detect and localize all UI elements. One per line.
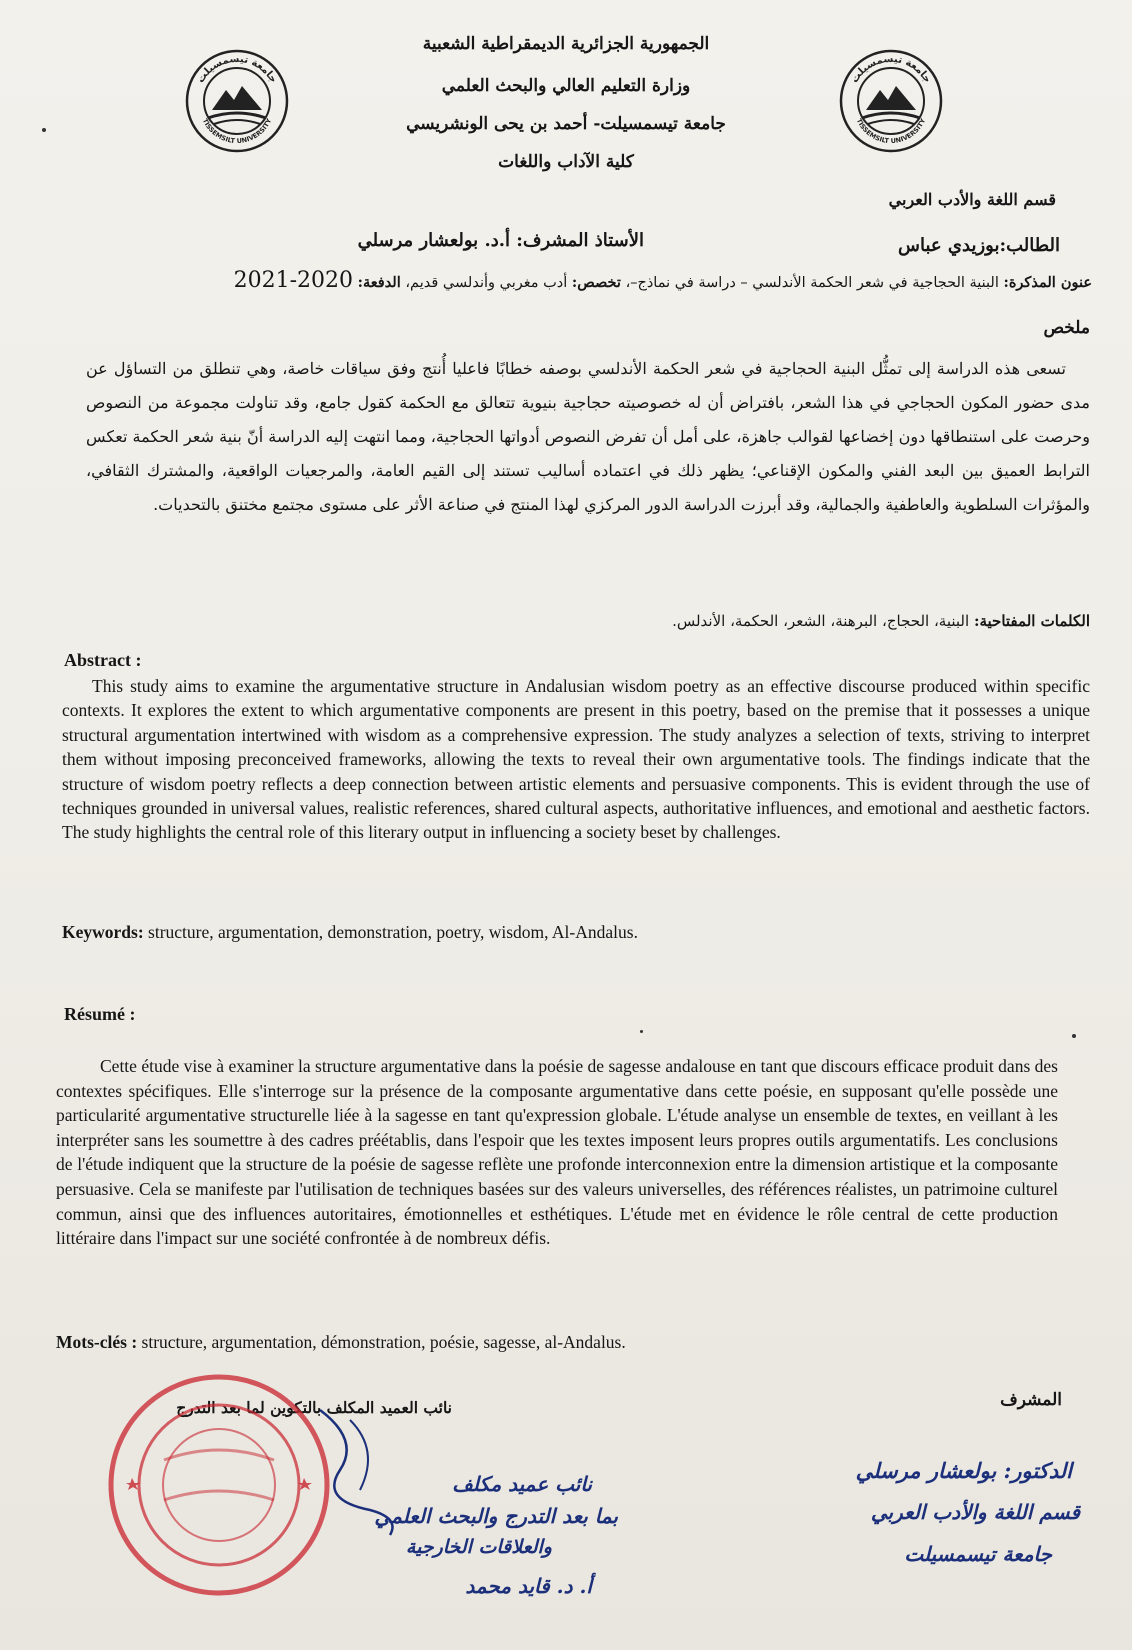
university-logo-left — [184, 48, 290, 154]
university-logo-right — [838, 48, 944, 154]
dean-sign-label: نائب العميد المكلف بالتكوين لما بعد التدرج — [176, 1398, 452, 1417]
keywords-fr-values: structure, argumentation, démonstration, poésie, sagesse, al-Andalus. — [141, 1332, 626, 1352]
thesis-title-label: عنون المذكرة: — [1003, 274, 1092, 291]
dean-stamp-line2: بما بعد التدرج والبحث العلمي — [374, 1504, 618, 1528]
keywords-ar-values: البنية، الحجاج، البرهنة، الشعر، الحكمة، الأندلس. — [672, 612, 970, 630]
summary-ar-heading: ملخص — [1043, 318, 1090, 338]
supervisor-signature-line3: جامعة تيسمسيلت — [904, 1542, 1052, 1566]
thesis-title-line — [62, 268, 1092, 293]
abstract-body: This study aims to examine the argumentative structure in Andalusian wisdom poetry as an effective discourse produced within specific contexts. It explores the extent to which argumentative components are present in this poetry, based on the premise that it possesses a unique structural argumentation intertwined with wisdom as a comprehensive expression. The study analyzes a selection of texts, striving to interpret them without imposing preconceived frameworks, allowing the texts to reveal their own argumentative tools. The findings indicate that the structure of wisdom poetry reflects a deep connection between artistic elements and persuasive components. This is evident through the use of techniques grounded in universal values, realistic references, shared cultural aspects, authoritative influences, and emotional and aesthetic factors. The study highlights the central role of this literary output in influencing a society beset by challenges. — [62, 676, 1090, 843]
dean-stamp-line4: أ. د. قايد محمد — [465, 1574, 592, 1598]
supervisor-sign-label: المشرف — [1000, 1390, 1062, 1410]
dean-handwritten-signature — [300, 1400, 420, 1540]
specialty-label: تخصص: — [571, 274, 621, 291]
department-label: قسم اللغة والأدب العربي — [888, 190, 1056, 209]
supervisor-signature-line2: قسم اللغة والأدب العربي — [870, 1500, 1080, 1524]
scan-speck — [42, 128, 46, 132]
header-faculty: كلية الآداب واللغات — [498, 152, 634, 172]
thesis-title: البنية الحجاجية في شعر الحكمة الأندلسي – دراسة في نماذج–، — [625, 275, 999, 291]
logo-left-english: TISSEMSILT UNIVERSITY — [200, 117, 274, 146]
logo-right-english: TISSEMSILT UNIVERSITY — [854, 117, 928, 146]
logo-right-arabic: جامعة تيسمسيلت — [849, 53, 933, 86]
keywords-fr — [56, 1332, 626, 1353]
specialty: أدب مغربي وأندلسي قديم، — [405, 275, 568, 291]
supervisor-signature-line1: الدكتور: بولعشار مرسلي — [855, 1458, 1072, 1483]
cohort-label: الدفعة: — [357, 274, 401, 291]
keywords-ar — [672, 612, 1090, 630]
header-ministry: وزارة التعليم العالي والبحث العلمي — [441, 76, 691, 96]
keywords-fr-label: Mots-clés : — [56, 1332, 138, 1352]
resume-body: Cette étude vise à examiner la structure argumentative dans la poésie de sagesse andalouse en tant que discours efficace produit dans des contextes spécifiques. Elle s'interroge sur la présence de la composante argumentative dans cette poésie, en supposant qu'elle possède une particularité argumentative structurelle liée à la sagesse en tant qu'expression globale. L'étude analyse un ensemble de textes, en veillant à les interpréter sans les soumettre à des cadres préétablis, dans l'espoir que les textes imposent leurs propres outils argumentatifs. Les conclusions de l'étude indiquent que la structure de la poésie de sagesse reflète une profonde interconnexion entre la dimension artistique et la composante persuasive. Cela se manifeste par l'utilisation de techniques basées sur des valeurs universelles, des références réalistes, un patrimoine culturel commun, ainsi que des influences autoritaires, émotionnelles et esthétiques. L'étude met en évidence le rôle central de cette production littéraire dans l'impact sur une société confrontée à de nombreux défis. — [56, 1056, 1058, 1249]
cohort: 2020-2021 — [233, 268, 354, 293]
header-republic: الجمهورية الجزائرية الديمقراطية الشعبية — [422, 34, 710, 54]
keywords-en-values: structure, argumentation, demonstration, poetry, wisdom, Al-Andalus. — [148, 922, 638, 942]
keywords-en — [62, 922, 638, 943]
header-university: جامعة تيسمسيلت- أحمد بن يحى الونشريسي — [406, 114, 726, 134]
logo-left-arabic: جامعة تيسمسيلت — [195, 53, 279, 86]
keywords-ar-label: الكلمات المفتاحية: — [973, 612, 1090, 630]
student-name: الطالب:بوزيدي عباس — [898, 235, 1060, 256]
summary-ar-body: تسعى هذه الدراسة إلى تمثُّل البنية الحجاجية في شعر الحكمة الأندلسي بوصفه خطابًا فاعليا أُنتج وفق سياقات خاصة، وهي تنطلق من التساؤل عن مدى حضور المكون الحجاجي في هذا الشعر، بافتراض أن له خصوصيته حجاجية بنيوية تتعالق مع الحكمة كقول جامع، وقد تناولت مجموعة من النصوص وحرصت على استنطاقها دون إخضاعها لقوالب جاهزة، على أمل أن تفرض النصوص أدواتها الحجاجية، ومما انتهت إليه الدراسة أنّ بنية شعر الحكمة تعكس الترابط العميق بين البعد الفني والمكون الإقناعي؛ يظهر ذلك في اعتماده أساليب تستند إلى القيم العامة، والمرجعيات الواقعية، والمشترك الثقافي، والمؤثرات السلطوية والعاطفية والجمالية، وقد أبرزت الدراسة الدور المركزي لهذا المنتج في صناعة الأثر على مستوى مجتمع مختنق بالتحديات. — [86, 359, 1091, 514]
abstract-heading: Abstract : — [64, 650, 142, 670]
supervisor-name: الأستاذ المشرف: أ.د. بولعشار مرسلي — [357, 230, 644, 251]
scan-speck — [1072, 1034, 1076, 1038]
keywords-en-label: Keywords: — [62, 922, 144, 942]
dean-stamp-line1: نائب عميد مكلف — [452, 1472, 592, 1496]
dean-stamp-line3: والعلاقات الخارجية — [405, 1536, 552, 1558]
resume-heading: Résumé : — [64, 1004, 136, 1024]
scan-speck — [640, 1030, 643, 1033]
